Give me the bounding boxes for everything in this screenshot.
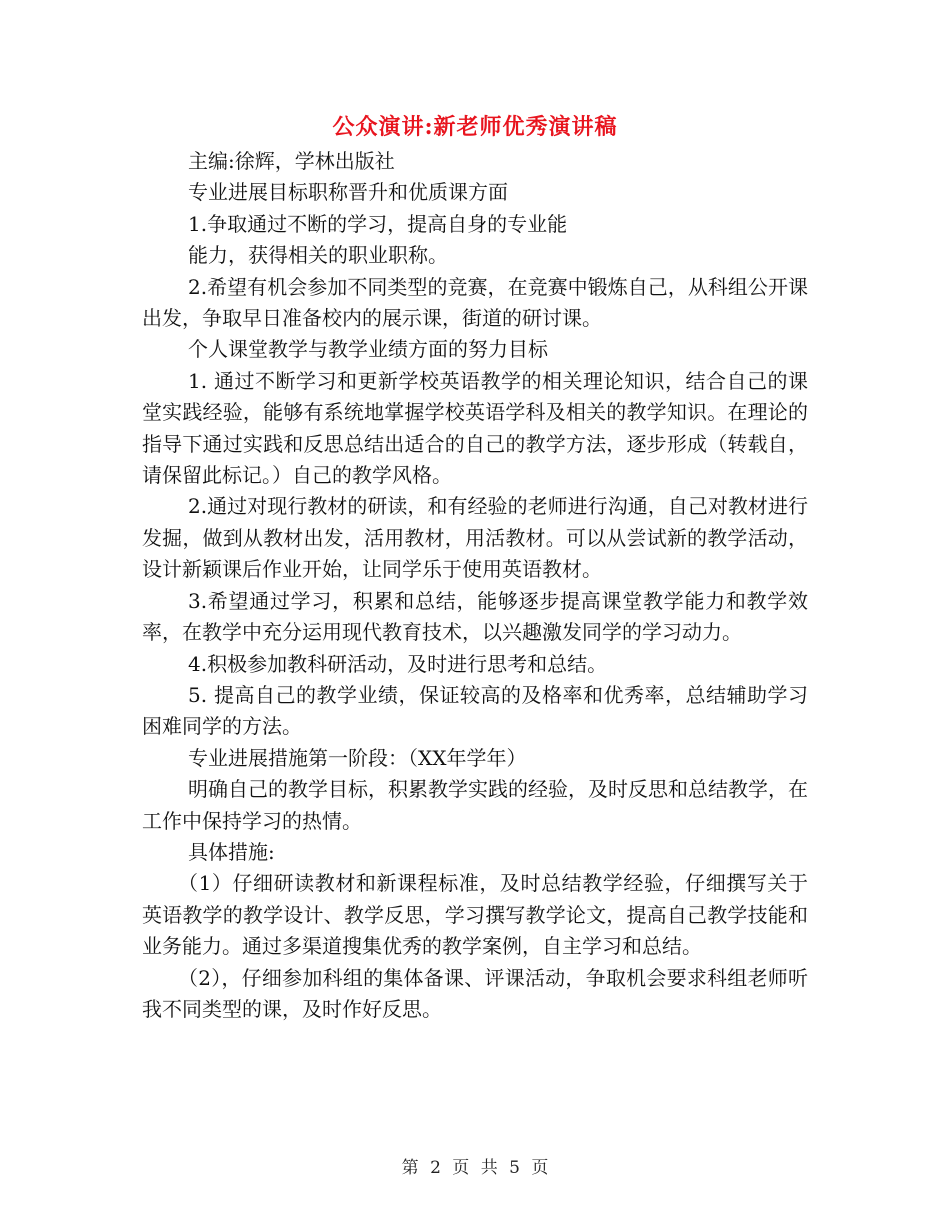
body-paragraph: 能力，获得相关的职业职称。 xyxy=(188,243,448,268)
body-paragraph: 专业进展措施第一阶段：（XX年学年） xyxy=(188,745,527,770)
body-paragraph: （2），仔细参加科组的集体备课、评课活动，争取机会要求科组老师听我不同类型的课，及时作好反思。 xyxy=(142,965,808,1021)
body-paragraph: （1）仔细研读教材和新课程标准，及时总结教学经验，仔细撰写关于英语教学的教学设计、教学反思，学习撰写教学论文，提高自己教学技能和业务能力。通过多渠道搜集优秀的教学案例，自主学习和总结。 xyxy=(142,871,808,959)
body-paragraph: 个人课堂教学与教学业绩方面的努力目标 xyxy=(188,337,548,362)
body-paragraph: 2.希望有机会参加不同类型的竞赛，在竞赛中锻炼自己，从科组公开课出发，争取早日准备校内的展示课，街道的研讨课。 xyxy=(142,274,808,331)
body-paragraph: 专业进展目标职称晋升和优质课方面 xyxy=(188,180,508,205)
document-body xyxy=(142,146,808,1025)
body-paragraph: 5. 提高自己的教学业绩，保证较高的及格率和优秀率，总结辅助学习困难同学的方法。 xyxy=(142,682,808,739)
document-title: 公众演讲:新老师优秀演讲稿 xyxy=(332,114,618,140)
body-paragraph: 1.争取通过不断的学习，提高自身的专业能 xyxy=(188,211,568,236)
page-footer: 第 2 页 共 5 页 xyxy=(401,1158,549,1178)
body-paragraph: 4.积极参加教科研活动，及时进行思考和总结。 xyxy=(188,651,608,676)
body-paragraph: 主编:徐辉，学林出版社 xyxy=(188,149,395,173)
body-paragraph: 3.希望通过学习，积累和总结，能够逐步提高课堂教学能力和教学效率，在教学中充分运用现代教育技术，以兴趣激发同学的学习动力。 xyxy=(142,588,808,645)
body-paragraph: 具体措施: xyxy=(188,839,275,864)
body-paragraph: 1. 通过不断学习和更新学校英语教学的相关理论知识，结合自己的课堂实践经验，能够有系统地掌握学校英语学科及相关的教学知识。在理论的指导下通过实践和反思总结出适合的自己的教学方法，逐步形成（转载自，请保留此标记。）自己的教学风格。 xyxy=(142,368,808,488)
body-paragraph: 明确自己的教学目标，积累教学实践的经验，及时反思和总结教学，在工作中保持学习的热情。 xyxy=(142,777,808,833)
body-paragraph: 2.通过对现行教材的研读，和有经验的老师进行沟通，自己对教材进行发掘，做到从教材出发，活用教材，用活教材。可以从尝试新的教学活动，设计新颖课后作业开始，让同学乐于使用英语教材。 xyxy=(142,494,808,582)
